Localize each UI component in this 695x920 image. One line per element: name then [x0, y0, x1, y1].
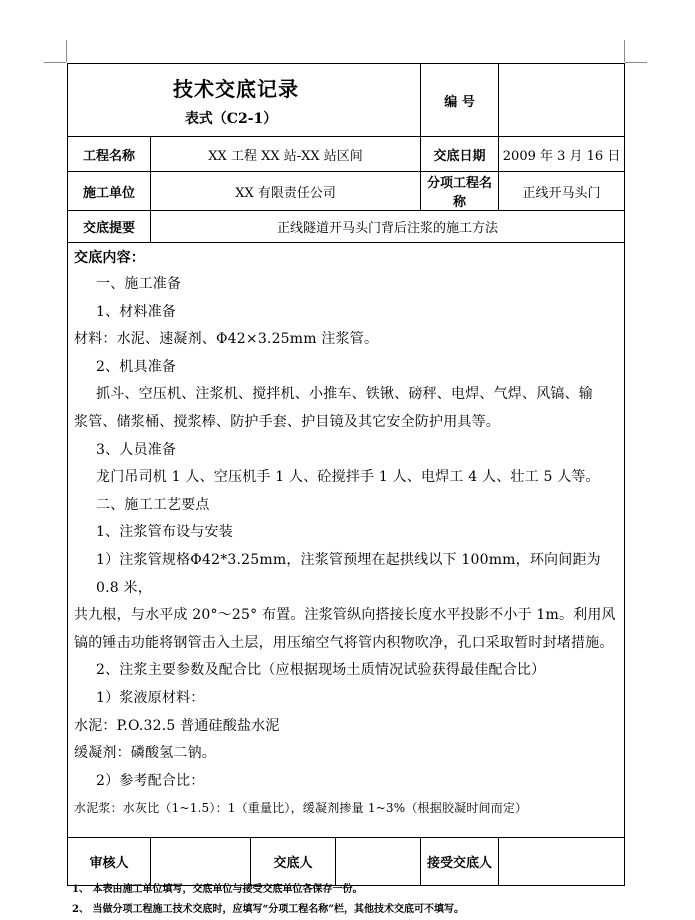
content-line: 2）参考配合比： — [96, 772, 205, 789]
content-line: 镐的锤击功能将钢管击入土层，用压缩空气将管内积物吹净，孔口采取暂时封堵措施。 — [74, 634, 614, 651]
form-title: 技术交底记录 — [173, 76, 300, 101]
crop-mark — [625, 62, 647, 63]
content-line: 1、材料准备 — [96, 303, 177, 320]
content-line: 一、施工准备 — [96, 276, 182, 292]
date-value[interactable]: 2009 年 3 月 16 日 — [499, 137, 625, 172]
reviewer-value[interactable] — [151, 838, 251, 886]
content-cell — [68, 243, 625, 838]
content-line: 2、注浆主要参数及配合比（应根据现场土质情况试验获得最佳配合比） — [96, 662, 546, 679]
summary-value[interactable]: 正线隧道开马头门背后注浆的施工方法 — [151, 211, 625, 243]
crop-mark — [624, 40, 625, 62]
content-line: 抓斗、空压机、注浆机、搅拌机、小推车、铁锹、磅秤、电焊、气焊、风镐、输 — [96, 386, 593, 403]
summary-label: 交底提要 — [68, 211, 151, 243]
date-label: 交底日期 — [421, 137, 499, 172]
subproject-value[interactable]: 正线开马头门 — [499, 172, 625, 211]
title-cell — [68, 64, 421, 137]
discloser-label: 交底人 — [251, 838, 336, 886]
content-line: 材料：水泥、速凝剂、Φ42×3.25mm 注浆管。 — [74, 331, 379, 348]
construction-unit-label: 施工单位 — [68, 172, 151, 211]
content-line: 共九根，与水平成 20°～25° 布置。注浆管纵向搭接长度水平投影不小于 1m。利用风 — [74, 607, 616, 624]
receiver-value[interactable] — [499, 838, 625, 886]
content-line: 二、施工工艺要点 — [96, 496, 210, 513]
content-line: 水泥浆：水灰比（1~1.5）：1（重量比），缓凝剂掺量 1~3%（根据胶凝时间而定） — [74, 801, 528, 816]
construction-unit-value[interactable]: XX 有限责任公司 — [151, 172, 421, 211]
content-line: 1、注浆管布设与安装 — [96, 524, 233, 541]
subproject-label: 分项工程名称 — [421, 172, 499, 211]
project-name-value[interactable]: XX 工程 XX 站-XX 站区间 — [151, 137, 421, 172]
content-line: 龙门吊司机 1 人、空压机手 1 人、砼搅拌手 1 人、电焊工 4 人、壮工 5 人等。 — [96, 469, 600, 486]
content-line: 1）浆液原材料： — [96, 689, 205, 706]
number-label: 编 号 — [421, 64, 499, 137]
project-name-label: 工程名称 — [68, 137, 151, 172]
reviewer-label: 审核人 — [68, 838, 151, 886]
footnote: 2、 当做分项工程施工技术交底时，应填写“分项工程名称”栏，其他技术交底可不填写。 — [72, 904, 464, 915]
content-line: 缓凝剂：磷酸氢二钠。 — [74, 745, 216, 762]
content-line: 浆管、储浆桶、搅浆棒、防护手套、护目镜及其它安全防护用具等。 — [74, 413, 500, 430]
receiver-label: 接受交底人 — [421, 838, 499, 886]
content-body — [68, 245, 624, 837]
crop-mark — [66, 40, 67, 62]
disclosure-record-table — [67, 63, 625, 886]
crop-mark — [44, 62, 66, 63]
number-value[interactable] — [499, 64, 625, 137]
discloser-value[interactable] — [336, 838, 421, 886]
content-heading: 交底内容： — [74, 250, 145, 266]
content-line: 1）注浆管规格Φ42*3.25mm，注浆管预埋在起拱线以下 100mm，环向间距为 0.8 米， — [96, 551, 601, 596]
content-line: 2、机具准备 — [96, 358, 177, 375]
content-line: 水泥：P.O.32.5 普通硅酸盐水泥 — [74, 717, 280, 734]
content-line: 3、人员准备 — [96, 441, 177, 458]
footnote: 1、 本表由施工单位填写，交底单位与接受交底单位各保存一份。 — [72, 884, 363, 895]
footnotes — [72, 880, 464, 920]
form-code: 表式（C2-1） — [184, 110, 278, 127]
